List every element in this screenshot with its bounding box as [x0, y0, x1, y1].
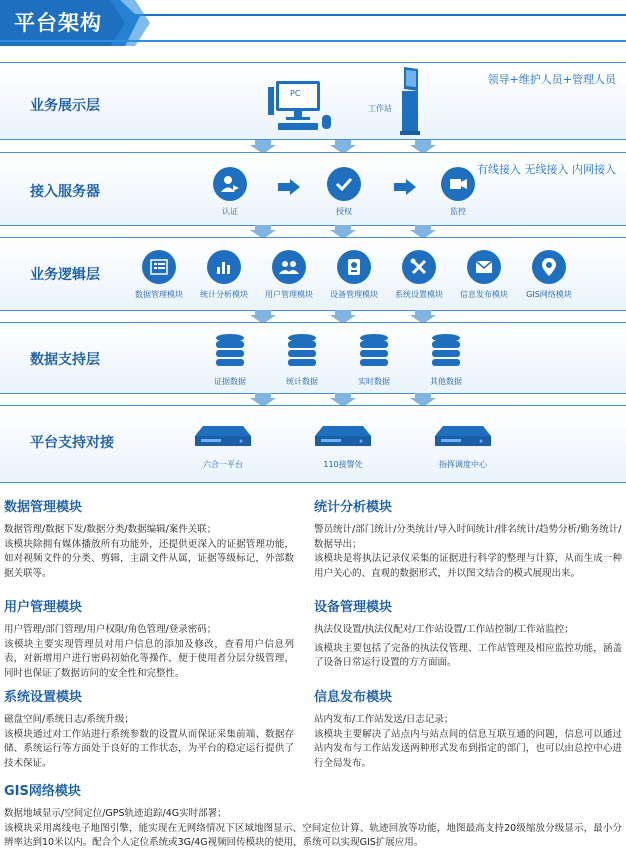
section-body: 该模块采用离线电子地图引擎，能实现在无网络情况下区域地图显示、空间定位计算、轨迹回放等功能，地图最高支持20级缩放分级显示，最小分辨率达到10米以内。配合个人定位系统或3G/4G视频回传模块的使用，系统可以实现GIS扩展应用。 — [4, 822, 622, 848]
arrow-right-icon — [394, 179, 416, 199]
database-icon — [213, 333, 247, 371]
section-data-mgmt — [4, 496, 294, 581]
section-line: 警员统计/部门统计/分类统计/导入时间统计/排名统计/趋势分析/勤务统计/数据导出； — [314, 524, 622, 550]
section-body: 该模块主要实现管理员对用户信息的添加及修改，查看用户信息列表，对新增用户进行密码初始化等操作，便于使用者分层分级管理，同时也保证了数据访问的安全性和完整性。 — [4, 638, 294, 679]
mail-icon — [467, 250, 501, 284]
section-title: GIS网络模块 — [4, 784, 81, 799]
section-line: 用户管理/部门管理/用户权限/角色管理/登录密码； — [4, 624, 217, 635]
node-data-mgmt: 数据管理模块 — [128, 250, 190, 300]
section-title: 设备管理模块 — [314, 600, 393, 615]
node-stat-data: 统计数据 — [272, 333, 332, 387]
layer-title: 业务逻辑层 — [30, 267, 100, 283]
node-six-in-one: 六合一平台 — [186, 424, 260, 470]
node-info-publish: 信息发布模块 — [453, 250, 515, 300]
database-icon — [285, 333, 319, 371]
section-body: 该模块通过对工作站进行系统参数的设置从而保证采集前端、数据存储、系统运行等方面处于良好的工作状态，为平台的稳定运行提供了技术保证。 — [4, 728, 294, 769]
arrow-right-icon — [278, 179, 300, 199]
device-icon — [337, 250, 371, 284]
server-icon — [193, 424, 253, 454]
kiosk-label: 工作站 — [368, 104, 392, 113]
node-sys-settings: 系统设置模块 — [388, 250, 450, 300]
workstation-icon — [398, 67, 422, 135]
node-monitor: 监控 — [428, 167, 488, 217]
layer-note: 有线接入 无线接入 内网接入 — [477, 163, 616, 176]
layer-platform — [0, 405, 626, 483]
layer-title: 业务展示层 — [30, 98, 100, 114]
user-icon — [213, 167, 247, 201]
layer-note: 领导+维护人员+管理人员 — [487, 73, 616, 86]
section-title: 用户管理模块 — [4, 600, 83, 615]
layer-access — [0, 152, 626, 226]
section-body: 该模块除拥有媒体播放所有功能外，还提供更深入的证据管理功能，如对视频文件的分类、剪辑，主副文件从属，证据等级标记，外部数据关联等。 — [4, 538, 294, 579]
server-icon — [433, 424, 493, 454]
header-banner — [0, 0, 626, 46]
camera-icon — [441, 167, 475, 201]
layer-title: 平台支持对接 — [30, 435, 114, 451]
database-icon — [429, 333, 463, 371]
database-icon — [357, 333, 391, 371]
node-gis: GIS网络模块 — [518, 250, 580, 300]
layer-data — [0, 322, 626, 394]
section-body: 该模块主要包括了完备的执法仪管理、工作站管理及相应监控功能，涵盖了设备日常运行设置的方方面面。 — [314, 642, 622, 668]
node-other-data: 其他数据 — [416, 333, 476, 387]
section-title: 统计分析模块 — [314, 500, 393, 515]
node-authorize: 授权 — [314, 167, 374, 217]
layer-title: 接入服务器 — [30, 184, 100, 200]
tools-icon — [402, 250, 436, 284]
section-line: 磁盘空间/系统日志/系统升级； — [4, 714, 134, 725]
section-line: 执法仪设置/执法仪配对/工作站设置/工作站控制/工作站监控； — [314, 624, 574, 635]
section-title: 信息发布模块 — [314, 690, 393, 705]
node-user-mgmt: 用户管理模块 — [258, 250, 320, 300]
section-user-mgmt — [4, 596, 294, 681]
section-info-publish — [314, 686, 622, 771]
list-icon — [142, 250, 176, 284]
section-line: 站内发布/工作站发送/日志记录； — [314, 714, 454, 725]
section-line: 数据地域显示/空间定位/GPS轨迹追踪/4G实时部署； — [4, 808, 227, 819]
node-realtime-data: 实时数据 — [344, 333, 404, 387]
node-dispatch-center: 指挥调度中心 — [426, 424, 500, 470]
node-auth: 认证 — [200, 167, 260, 217]
section-title: 系统设置模块 — [4, 690, 83, 705]
server-icon — [313, 424, 373, 454]
users-icon — [272, 250, 306, 284]
check-icon — [327, 167, 361, 201]
layer-logic — [0, 237, 626, 311]
section-gis — [4, 780, 622, 851]
node-device-mgmt: 设备管理模块 — [323, 250, 385, 300]
section-sys-settings — [4, 686, 294, 771]
section-line: 数据管理/数据下发/数据分类/数据编辑/案件关联； — [4, 524, 217, 535]
layer-presentation — [0, 62, 626, 140]
map-pin-icon — [532, 250, 566, 284]
pc-label: PC — [290, 89, 301, 98]
section-body: 该模块主要解决了站点内与站点间的信息互联互通的问题，信息可以通过站内发布与工作站发送两种形式发布到指定的部门，也可以由总控中心进行全局发布。 — [314, 728, 622, 769]
node-110-alarm: 110接警处 — [306, 424, 380, 470]
node-stats: 统计分析模块 — [193, 250, 255, 300]
section-body: 该模块是将执法记录仪采集的证据进行科学的整理与计算，从而生成一种用户关心的、直观的数据形式，并以图文结合的模式展现出来。 — [314, 553, 622, 579]
section-device-mgmt — [314, 596, 622, 671]
node-evidence-data: 证据数据 — [200, 333, 260, 387]
page-title: 平台架构 — [14, 11, 102, 35]
section-title: 数据管理模块 — [4, 500, 83, 515]
pc-icon — [268, 77, 338, 133]
bar-chart-icon — [207, 250, 241, 284]
layer-title: 数据支持层 — [30, 352, 100, 368]
section-stats — [314, 496, 622, 581]
